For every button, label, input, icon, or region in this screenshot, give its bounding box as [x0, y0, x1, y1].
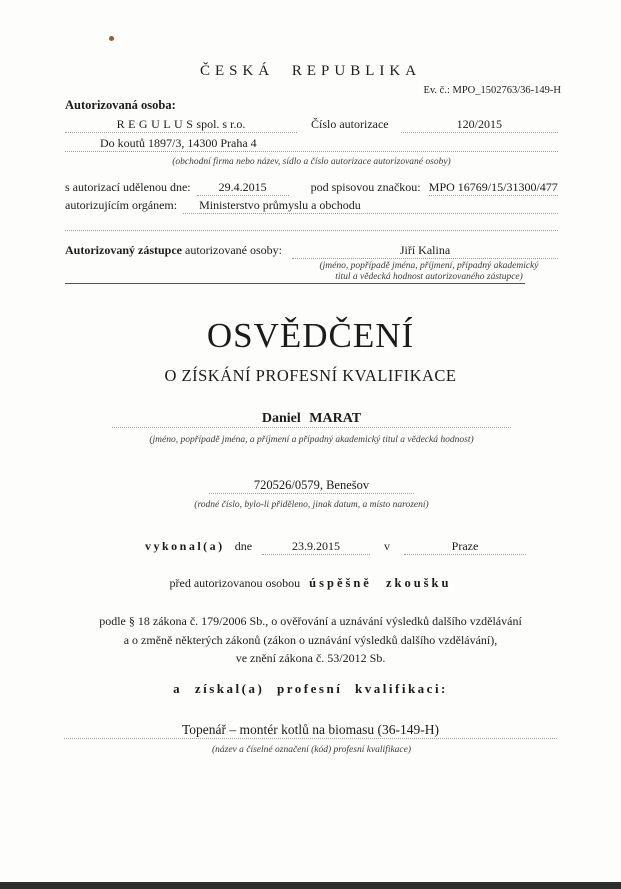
representative-label-bold: Autorizovaný zástupce	[65, 243, 182, 257]
law-paragraph	[40, 612, 581, 668]
scan-bottom-edge	[0, 882, 621, 889]
ev-number: Ev. č.: MPO_1502763/36-149-H	[423, 85, 561, 96]
auth-number-label: Číslo autorizace	[311, 117, 389, 131]
granted-label: s autorizací udělenou dne:	[65, 180, 191, 194]
representative-name-field: Jiří Kalina	[292, 243, 558, 259]
exam-success-line	[0, 576, 621, 591]
authority-row	[65, 198, 558, 214]
authorization-granted-row	[65, 180, 558, 196]
exam-date-field: 23.9.2015	[262, 539, 370, 555]
certificate-subtitle: O ZÍSKÁNÍ PROFESNÍ KVALIFIKACE	[164, 366, 457, 385]
success-text: úspěšně zkoušku	[309, 576, 452, 590]
qualification-field: Topenář – montér kotlů na biomasu (36-149-H)	[64, 722, 557, 739]
law-line-3: ve znění zákona č. 53/2012 Sb.	[235, 651, 386, 665]
gained-qualification-heading: a získal(a) profesní kvalifikaci:	[173, 681, 448, 696]
authorized-person-row	[65, 117, 558, 133]
qualification-caption: (název a číselné označení (kód) profesní kvalifikace)	[211, 745, 412, 755]
birth-info-field: 720526/0579, Benešov	[209, 478, 414, 494]
company-name-field	[65, 117, 297, 133]
birth-info-block	[65, 478, 558, 494]
representative-caption-line1: (jméno, popřípadě jména, příjmení, případný akademický	[319, 261, 539, 271]
holder-name-field: Daniel MARAT	[112, 411, 511, 428]
exam-place-field: Praze	[404, 539, 526, 555]
law-line-2: a o změně některých zákonů (zákon o uznávání výsledků dalšího vzdělávání),	[123, 632, 498, 647]
authority-label: autorizujícím orgánem:	[65, 198, 178, 212]
authorized-person-label: Autorizovaná osoba:	[65, 98, 176, 112]
company-address-field: Do koutů 1897/3, 14300 Praha 4	[65, 136, 558, 152]
country-title: ČESKÁ REPUBLIKA	[199, 63, 422, 79]
certificate-title: OSVĚDČENÍ	[206, 316, 415, 355]
company-name-spaced: REGULUS	[116, 117, 197, 131]
representative-row	[65, 243, 558, 259]
representative-caption	[300, 261, 558, 283]
file-ref-label: pod spisovou značkou:	[310, 180, 421, 194]
scan-artifact-dot	[109, 36, 114, 41]
section-dotted-divider	[65, 230, 558, 231]
holder-name-block	[65, 411, 558, 428]
company-caption: (obchodní firma nebo název, sídlo a číslo autorizace autorizované osoby)	[172, 157, 451, 167]
birth-caption: (rodné číslo, bylo-li přiděleno, jinak datum, a místo narození)	[194, 500, 429, 510]
holder-caption: (jméno, popřípadě jména, a příjmení a případný akademický titul a vědecká hodnost)	[149, 435, 474, 445]
representative-label	[65, 243, 282, 258]
representative-caption-line2: titul a vědecká hodnost autorizovaného zástupce)	[335, 272, 523, 282]
company-name-rest: spol. s r.o.	[196, 117, 246, 131]
performed-label: vykonal(a)	[145, 539, 225, 553]
authority-field: Ministerstvo průmyslu a obchodu	[183, 198, 558, 214]
exam-row	[145, 539, 526, 555]
law-line-1: podle § 18 zákona č. 179/2006 Sb., o ověřování a uznávání výsledků dalšího vzdělávání	[99, 614, 522, 628]
representative-label-rest: autorizované osoby:	[182, 243, 282, 257]
granted-date-field: 29.4.2015	[197, 180, 289, 196]
qualification-block	[50, 722, 571, 739]
auth-number-field: 120/2015	[401, 117, 558, 133]
before-text: před autorizovanou osobou	[169, 576, 301, 590]
header-separator-line	[65, 283, 525, 284]
performed-dne-label: dne	[234, 539, 253, 553]
file-ref-field: MPO 16769/15/31300/477	[428, 180, 558, 194]
performed-v-label: v	[384, 539, 391, 553]
